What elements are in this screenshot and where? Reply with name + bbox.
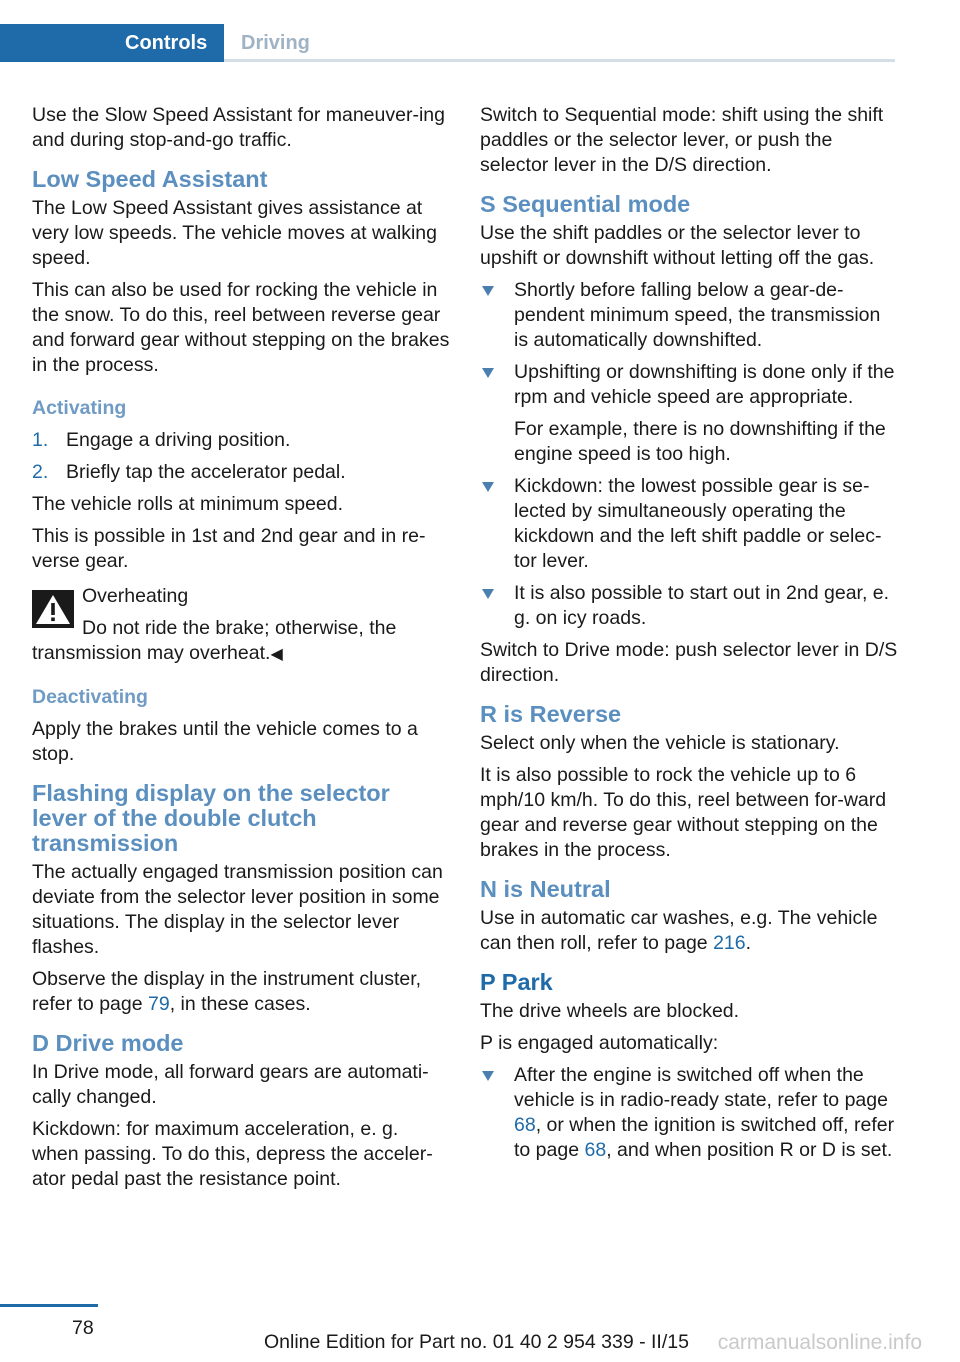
step-number: 1. [32,429,49,451]
step-number: 2. [32,461,49,483]
heading-activating: Activating [32,397,127,419]
sequential-paragraph-1: Use the shift paddles or the selector lever to upshift or downshift without letting off the gas. [480,222,875,269]
step-item [32,460,450,485]
step-text: Engage a driving position. [66,429,291,451]
neutral-paragraph: Use in automatic car washes, e.g. The vehicle can then roll, refer to page 216. [480,907,878,954]
heading-flashing-display: Flashing display on the selector lever of the double clutch transmission [32,780,390,856]
activating-steps [32,428,450,485]
intro-paragraph: Use the Slow Speed Assistant for maneuver‐ing and during stop-and-go traffic. [32,104,445,151]
edition-text: Online Edition for Part no. 01 40 2 954 339 - II/15 [264,1331,689,1353]
right-column [480,103,898,1170]
drive-paragraph-2: Kickdown: for maximum acceleration, e. g. when passing. To do this, depress the acceler‐ator pedal past the resistance point. [32,1118,433,1190]
low-speed-paragraph-1: The Low Speed Assistant gives assistance at very low speeds. The vehicle moves at walking speed. [32,197,437,269]
reverse-paragraph-2: It is also possible to rock the vehicle up to 6 mph/10 km/h. To do this, reel between for‐ward gear and reverse gear without stepping on the brakes in the process. [480,764,887,861]
park-paragraph-2: P is engaged automatically: [480,1032,719,1054]
triangle-bullet-icon [482,482,494,492]
page-link-68[interactable]: 68 [514,1114,536,1136]
page-number: 78 [72,1317,94,1339]
warning-triangle-icon [32,590,74,628]
header-bar [0,0,895,62]
list-item [480,581,898,631]
sequential-paragraph-2: Switch to Drive mode: push selector lever in D/S direction. [480,639,898,686]
tab-controls[interactable]: Controls [0,24,224,62]
step-item [32,428,450,453]
flashing-paragraph-2: Observe the display in the instrument cluster, refer to page 79, in these cases. [32,968,422,1015]
watermark: carmanualsonline.info [717,1331,922,1354]
activating-paragraph-2: This is possible in 1st and 2nd gear and in re‐verse gear. [32,525,426,572]
heading-drive-mode: D Drive mode [32,1030,184,1056]
triangle-bullet-icon [482,368,494,378]
bullet-text: Upshifting or downshifting is done only if the rpm and vehicle speed are appropriate. [514,361,895,408]
reverse-paragraph-1: Select only when the vehicle is stationary. [480,732,840,754]
list-item [480,474,898,574]
warning-text: Do not ride the brake; otherwise, the transmission may overheat.◀ [32,617,397,664]
heading-neutral: N is Neutral [480,876,611,902]
list-item [480,360,898,467]
triangle-bullet-icon [482,589,494,599]
bullet-text: Shortly before falling below a gear-de‐pendent minimum speed, the transmission is automatically downshifted. [514,279,881,351]
bullet-text: After the engine is switched off when the vehicle is in radio-ready state, refer to page 68, or when the ignition is switched off, refer to page 68, and when position R or D is set. [514,1064,895,1161]
page-link-79[interactable]: 79 [148,993,170,1015]
step-text: Briefly tap the accelerator pedal. [66,461,346,483]
triangle-bullet-icon [482,1071,494,1081]
heading-reverse: R is Reverse [480,701,622,727]
page-link-216[interactable]: 216 [713,932,746,954]
footer-divider [0,1304,98,1307]
heading-deactivating: Deactivating [32,686,148,708]
warning-title: Overheating [82,585,189,607]
park-paragraph-1: The drive wheels are blocked. [480,1000,740,1022]
activating-paragraph-1: The vehicle rolls at minimum speed. [32,493,344,515]
low-speed-paragraph-2: This can also be used for rocking the vehicle in the snow. To do this, reel between reverse gear and forward gear without stepping on the brakes in the process. [32,279,450,376]
heading-low-speed-assistant: Low Speed Assistant [32,166,268,192]
triangle-bullet-icon [482,286,494,296]
deactivating-paragraph: Apply the brakes until the vehicle comes to a stop. [32,718,418,765]
page-link-68[interactable]: 68 [584,1139,607,1161]
heading-park: P Park [480,969,553,995]
sequential-bullets [480,278,898,631]
drive-paragraph-1: In Drive mode, all forward gears are automati‐cally changed. [32,1061,429,1108]
bullet-text: It is also possible to start out in 2nd gear, e. g. on icy roads. [514,582,890,629]
header-divider [224,59,895,62]
bullet-text: Kickdown: the lowest possible gear is se‐lected by simultaneously operating the kickdown and the left shift paddle or selec‐tor lever. [514,475,882,572]
tab-driving[interactable]: Driving [241,32,310,54]
sequential-intro: Switch to Sequential mode: shift using the shift paddles or the selector lever, or push the selector lever in the D/S direction. [480,104,884,176]
flashing-paragraph-1: The actually engaged transmission position can deviate from the selector lever position in some situations. The display in the selector lever flashes. [32,861,443,958]
list-item [480,1063,898,1163]
park-bullets [480,1063,898,1163]
end-mark-icon: ◀ [270,646,283,663]
list-item [480,278,898,353]
warning-box [32,584,450,667]
bullet-extra-text: For example, there is no downshifting if the engine speed is too high. [514,418,886,465]
left-column [32,103,450,1199]
heading-sequential-mode: S Sequential mode [480,191,691,217]
